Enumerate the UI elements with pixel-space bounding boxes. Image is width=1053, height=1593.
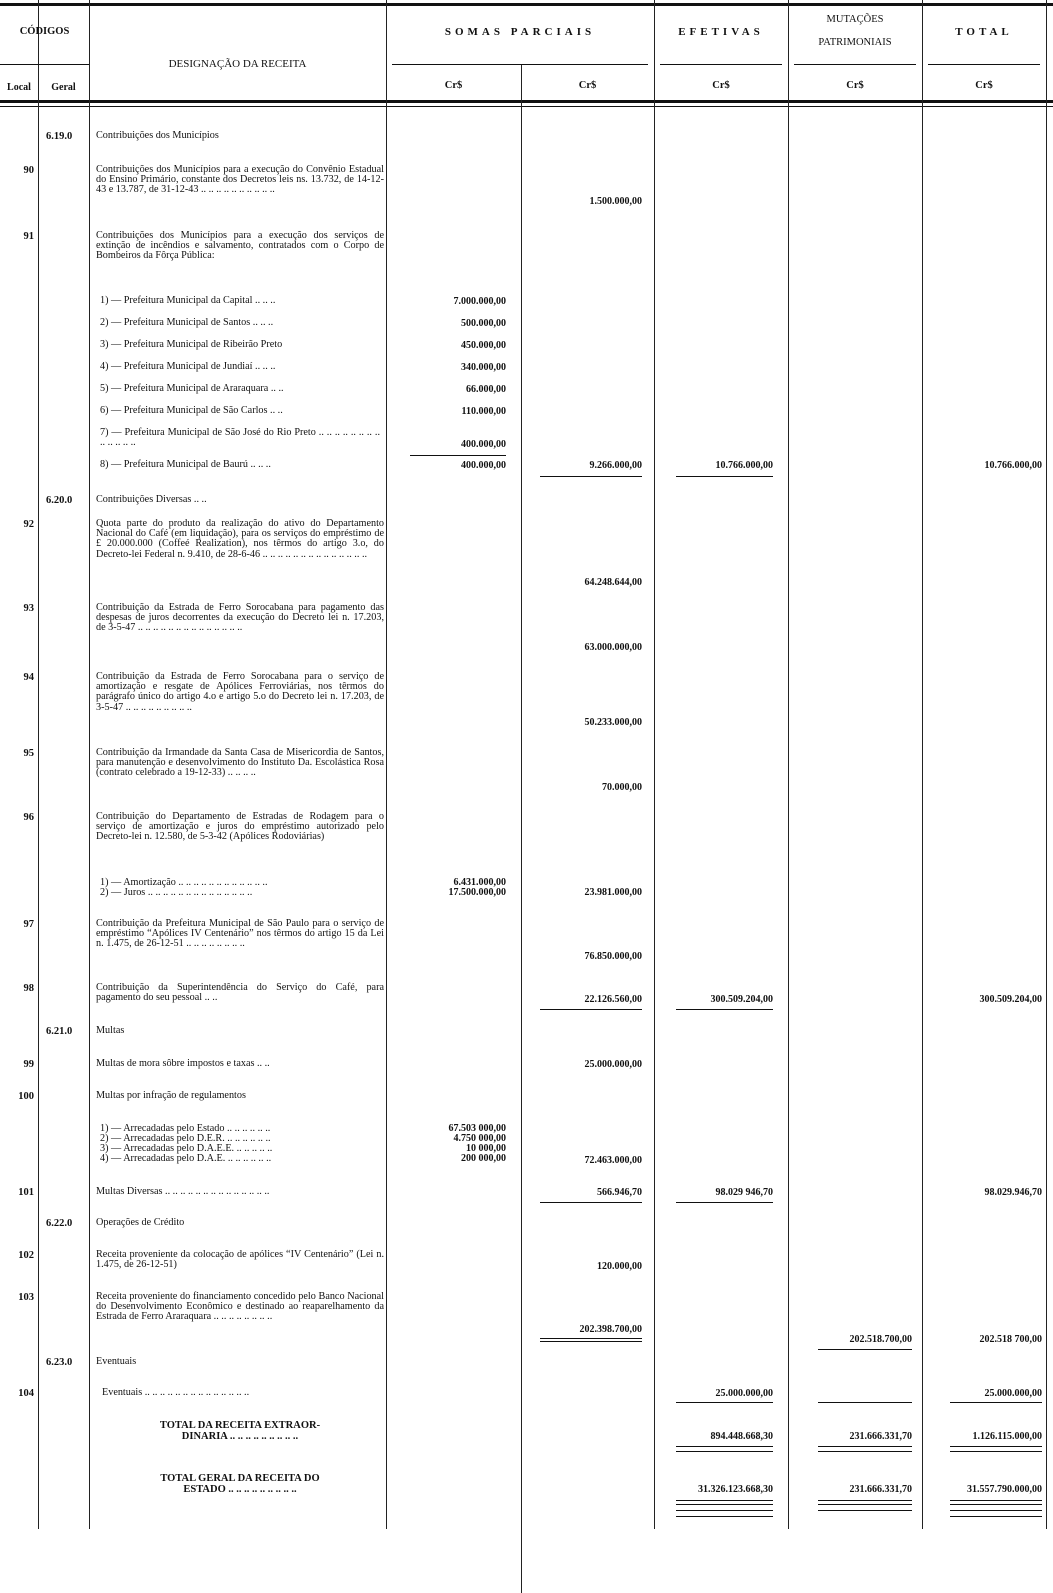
item-description: Multas por infração de regulamentos xyxy=(96,1090,246,1101)
local-code: 104 xyxy=(18,1388,34,1399)
local-code: 103 xyxy=(18,1292,34,1303)
subtotal-rule xyxy=(410,455,506,456)
subtotal-rule xyxy=(676,1202,773,1203)
header-somas-rule xyxy=(392,64,648,65)
value-somas-2: 76.850.000,00 xyxy=(584,951,642,962)
value-total: 98.029.946,70 xyxy=(984,1187,1042,1198)
section-title: Operações de Crédito xyxy=(96,1217,185,1228)
sub-item-description: 1) — Prefeitura Municipal da Capital .. .. .. xyxy=(100,295,276,306)
col-line-local xyxy=(38,0,39,1529)
local-code: 99 xyxy=(23,1059,34,1070)
sub-item-description: 3) — Prefeitura Municipal de Ribeirão Preto xyxy=(100,339,283,350)
value-somas-2: 120.000,00 xyxy=(597,1261,642,1272)
header-efetivas: EFETIVAS xyxy=(678,26,764,38)
total-geral-label-2: ESTADO .. .. .. .. .. .. .. .. .. xyxy=(183,1484,297,1495)
total-rule xyxy=(950,1446,1042,1452)
header-somas-parciais: SOMAS PARCIAIS xyxy=(444,26,596,38)
sub-item-description: 4) — Arrecadadas pelo D.A.E. .. .. .. .. .. .. xyxy=(100,1153,272,1164)
col-line-somas xyxy=(654,0,655,1529)
value-somas-1: 500.000,00 xyxy=(461,318,506,329)
geral-code: 6.20.0 xyxy=(46,495,73,506)
header-total-rule xyxy=(928,64,1040,65)
value-total: 202.518 700,00 xyxy=(979,1334,1042,1345)
value-efetivas: 25.000.000,00 xyxy=(715,1388,773,1399)
value-somas-2: 64.248.644,00 xyxy=(584,577,642,588)
subtotal-rule xyxy=(540,1338,642,1339)
total-rule xyxy=(676,1446,773,1452)
total-extraordinaria-label-1: TOTAL DA RECEITA EXTRAOR- xyxy=(159,1420,321,1431)
section-title: Contribuições Diversas .. .. xyxy=(96,494,207,505)
total-extraordinaria-efetivas: 894.448.668,30 xyxy=(710,1431,773,1442)
value-somas-2: 202.398.700,00 xyxy=(579,1324,642,1335)
item-description: Quota parte do produto da realização do ativo do Departamento Nacional do Café (em liquidação), para os serviços do empréstimo de £ 20.000.000 (Coffeé Realization), nos têrmos do artigo 3.o, do Decreto-lei Federal n. 9.410, de 28-6-46 .. .. .. .. .. .. .. .. .. .. .. .. .. .. xyxy=(96,518,384,560)
total-double-rule xyxy=(676,1516,773,1517)
value-somas-1: 200 000,00 xyxy=(461,1153,506,1164)
col-line-geral xyxy=(89,0,90,1529)
item-description: Contribuição da Prefeitura Municipal de São Paulo para o serviço de empréstimo “Apólices IV Centenário” nos têrmos do artigo 15 da Lei n. 1.475, de 26-12-51 .. .. .. .. .. .. .. .. xyxy=(96,918,384,950)
local-code: 94 xyxy=(23,672,34,683)
value-somas-2: 72.463.000,00 xyxy=(584,1155,642,1166)
sub-item-description: 2) — Prefeitura Municipal de Santos .. .. .. xyxy=(100,317,274,328)
local-code: 102 xyxy=(18,1250,34,1261)
header-codigos-rule xyxy=(0,64,89,65)
header-local: Local xyxy=(7,82,31,93)
geral-code: 6.21.0 xyxy=(46,1026,73,1037)
sub-item-description: 5) — Prefeitura Municipal de Araraquara .. .. xyxy=(100,383,284,394)
total-double-rule xyxy=(818,1500,912,1511)
header-codigos: CÓDIGOS xyxy=(19,26,70,37)
total-extraordinaria-total: 1.126.115.000,00 xyxy=(972,1431,1042,1442)
subtotal-rule xyxy=(676,476,773,477)
local-code: 98 xyxy=(23,983,34,994)
value-somas-2: 566.946,70 xyxy=(597,1187,642,1198)
sub-item-description: 1) — Arrecadadas pelo Estado .. .. .. .. .. .. xyxy=(100,1123,271,1134)
header-efetivas-rule xyxy=(660,64,782,65)
sub-item-description: 4) — Prefeitura Municipal de Jundiaí .. .. .. xyxy=(100,361,276,372)
header-mutacoes-1: MUTAÇÕES xyxy=(826,14,884,25)
geral-code: 6.23.0 xyxy=(46,1357,73,1368)
value-somas-1: 450.000,00 xyxy=(461,340,506,351)
item-description: Receita proveniente da colocação de apólices “IV Centenário” (Lei n. 1.475, de 26-12-51) xyxy=(96,1249,384,1271)
sub-item-description: 8) — Prefeitura Municipal de Baurú .. .. .. xyxy=(100,459,271,470)
header-geral: Geral xyxy=(51,82,76,93)
value-somas-1: 6.431.000,00 xyxy=(453,877,506,888)
item-description: Contribuição da Estrada de Ferro Sorocabana para o serviço de amortização e resgate de Apólices Ferroviárias, nos têrmos do parágrafo único do artigo 4.o e artigo 5.o do Decreto lei n. 17.203, de 3-5-47 .. .. .. .. .. .. .. .. .. xyxy=(96,671,384,713)
value-somas-1: 17.500.000,00 xyxy=(448,887,506,898)
sub-item-description: 7) — Prefeitura Municipal de São José do Rio Preto .. .. .. .. .. .. .. .. .. .. .. .. .. xyxy=(100,427,380,449)
value-somas-2: 25.000.000,00 xyxy=(584,1059,642,1070)
total-geral-label-1: TOTAL GERAL DA RECEITA DO xyxy=(160,1473,320,1484)
local-code: 93 xyxy=(23,603,34,614)
header-mutacoes-rule xyxy=(794,64,916,65)
total-extraordinaria-label-2: DINARIA .. .. .. .. .. .. .. .. .. xyxy=(181,1431,299,1442)
subtotal-rule xyxy=(818,1349,912,1350)
total-rule xyxy=(818,1446,912,1452)
value-efetivas: 10.766.000,00 xyxy=(715,460,773,471)
geral-code: 6.19.0 xyxy=(46,131,73,142)
col-line-mutacoes xyxy=(922,0,923,1529)
col-line-desc xyxy=(386,0,387,1529)
value-somas-1: 7.000.000,00 xyxy=(453,296,506,307)
sub-item-description: 6) — Prefeitura Municipal de São Carlos .. .. xyxy=(100,405,283,416)
value-somas-2: 9.266.000,00 xyxy=(589,460,642,471)
value-somas-1: 400.000,00 xyxy=(461,439,506,450)
currency-total: Cr$ xyxy=(975,80,993,91)
subtotal-rule xyxy=(676,1009,773,1010)
value-somas-2: 50.233.000,00 xyxy=(584,717,642,728)
value-somas-2: 23.981.000,00 xyxy=(584,887,642,898)
total-geral-total: 31.557.790.000,00 xyxy=(967,1484,1042,1495)
total-extraordinaria-mutacoes: 231.666.331,70 xyxy=(849,1431,912,1442)
header-designacao: DESIGNAÇÃO DA RECEITA xyxy=(168,58,307,70)
subtotal-rule xyxy=(540,476,642,477)
value-total: 25.000.000,00 xyxy=(984,1388,1042,1399)
currency-somas-2: Cr$ xyxy=(578,80,597,91)
value-somas-1: 10 000,00 xyxy=(466,1143,506,1154)
value-mutacoes: 202.518.700,00 xyxy=(849,1334,912,1345)
item-description: Eventuais .. .. .. .. .. .. .. .. .. .. .. .. .. .. xyxy=(102,1387,250,1398)
subtotal-rule xyxy=(540,1009,642,1010)
value-somas-1: 66.000,00 xyxy=(466,384,506,395)
subtotal-rule xyxy=(676,1402,773,1403)
local-code: 96 xyxy=(23,812,34,823)
currency-mutacoes: Cr$ xyxy=(846,80,864,91)
item-description: Contribuição do Departamento de Estradas de Rodagem para o serviço de amortização e juros do empréstimo autorizado pelo Decreto-lei n. 12.580, de 5-3-42 (Apólices Rodoviárias) xyxy=(96,811,384,843)
item-description: Contribuição da Superintendência do Serviço do Café, para pagamento do seu pessoal .. .. xyxy=(96,982,384,1004)
header-bottom-rule xyxy=(0,100,1053,103)
col-line-efetivas xyxy=(788,0,789,1529)
item-description: Contribuições dos Municípios para a execução dos serviços de extinção de incêndios e salvamento, contratados com o Corpo de Bombeiros da Fôrça Pública: xyxy=(96,230,384,262)
item-description: Receita proveniente do financiamento concedido pelo Banco Nacional do Desenvolvimento Econômico e destinado ao reaparelhamento da Estrada de Ferro Araraquara .. .. .. .. .. .. .. .. xyxy=(96,1291,384,1323)
subtotal-rule xyxy=(818,1402,912,1403)
sub-item-description: 2) — Juros .. .. .. .. .. .. .. .. .. .. .. .. .. .. xyxy=(100,887,253,898)
value-somas-1: 340.000,00 xyxy=(461,362,506,373)
total-double-rule xyxy=(950,1500,1042,1511)
geral-code: 6.22.0 xyxy=(46,1218,73,1229)
local-code: 97 xyxy=(23,919,34,930)
value-somas-2: 63.000.000,00 xyxy=(584,642,642,653)
item-description: Contribuição da Irmandade da Santa Casa de Misericordia de Santos, para manutenção e desenvolvimento do Instituto Da. Escolástica Rosa (contrato celebrado a 19-12-33) .. .. .. .. xyxy=(96,747,384,779)
value-efetivas: 300.509.204,00 xyxy=(710,994,773,1005)
sub-item-description: 3) — Arrecadadas pelo D.A.E.E. .. .. .. .. .. xyxy=(100,1143,273,1154)
total-geral-efetivas: 31.326.123.668,30 xyxy=(698,1484,773,1495)
total-double-rule xyxy=(676,1500,773,1511)
total-double-rule xyxy=(950,1516,1042,1517)
item-description: Contribuição da Estrada de Ferro Sorocabana para pagamento das despesas de juros decorrentes da execução do Decreto lei n. 17.203, de 3-5-47 .. .. .. .. .. .. .. .. .. .. .. .. .. .. xyxy=(96,602,384,634)
value-somas-2: 70.000,00 xyxy=(602,782,642,793)
local-code: 90 xyxy=(23,165,34,176)
col-line-somas-mid xyxy=(521,64,522,1593)
local-code: 95 xyxy=(23,748,34,759)
top-rule xyxy=(0,3,1053,6)
local-code: 101 xyxy=(18,1187,34,1198)
value-efetivas: 98.029 946,70 xyxy=(715,1187,773,1198)
sub-item-description: 2) — Arrecadadas pelo D.E.R. .. .. .. .. .. .. xyxy=(100,1133,271,1144)
item-description: Contribuições dos Municípios para a execução do Convênio Estadual do Ensino Primário, constante dos Decretos leis ns. 13.732, de 14-12-43 e 13.787, de 31-12-43 .. .. .. .. .. .. .. .. .. .. xyxy=(96,164,384,196)
subtotal-rule xyxy=(540,1202,642,1203)
item-description: Multas Diversas .. .. .. .. .. .. .. .. .. .. .. .. .. .. xyxy=(96,1186,270,1197)
value-somas-1: 110.000,00 xyxy=(461,406,506,417)
header-bottom-rule-thin xyxy=(0,106,1053,107)
subtotal-rule xyxy=(950,1402,1042,1403)
header-total: TOTAL xyxy=(955,26,1013,38)
header-mutacoes-2: PATRIMONIAIS xyxy=(818,37,892,48)
value-somas-1: 400.000,00 xyxy=(461,460,506,471)
sub-item-description: 1) — Amortização .. .. .. .. .. .. .. .. .. .. .. .. xyxy=(100,877,268,888)
item-description: Multas de mora sôbre impostos e taxas .. .. xyxy=(96,1058,270,1069)
value-somas-1: 67.503 000,00 xyxy=(448,1123,506,1134)
total-geral-mutacoes: 231.666.331,70 xyxy=(849,1484,912,1495)
local-code: 92 xyxy=(23,519,34,530)
currency-efetivas: Cr$ xyxy=(712,80,730,91)
value-somas-1: 4.750 000,00 xyxy=(453,1133,506,1144)
section-title: Multas xyxy=(96,1025,125,1036)
currency-somas-1: Cr$ xyxy=(444,80,463,91)
subtotal-rule xyxy=(540,1341,642,1342)
local-code: 100 xyxy=(18,1091,34,1102)
value-somas-2: 22.126.560,00 xyxy=(584,994,642,1005)
local-code: 91 xyxy=(23,231,34,242)
section-title: Eventuais xyxy=(96,1356,137,1367)
value-total: 10.766.000,00 xyxy=(984,460,1042,471)
col-line-right xyxy=(1046,0,1047,1529)
value-total: 300.509.204,00 xyxy=(979,994,1042,1005)
section-title: Contribuições dos Municípios xyxy=(96,130,219,141)
value-somas-2: 1.500.000,00 xyxy=(589,196,642,207)
